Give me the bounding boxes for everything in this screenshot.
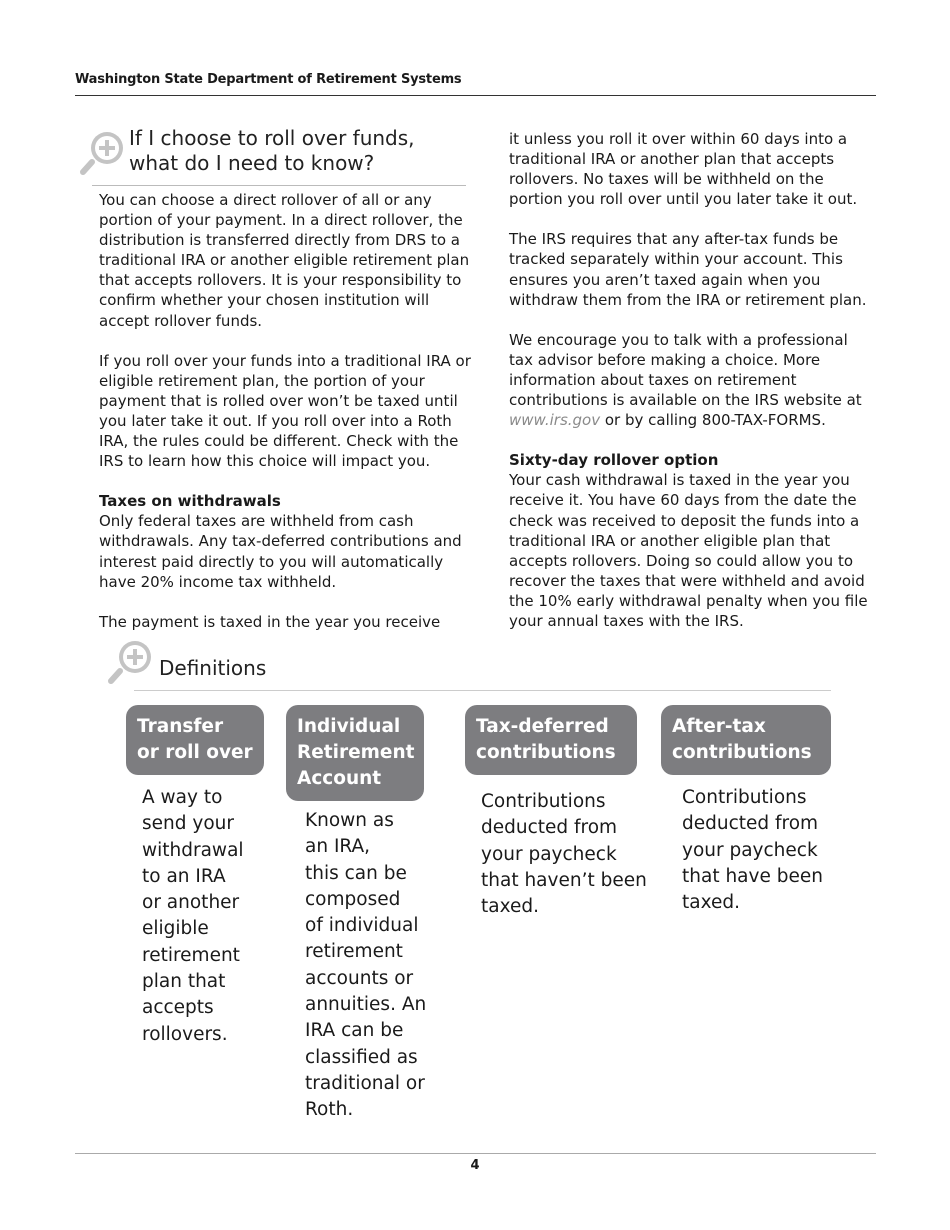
term-transfer-roll-over: Transfer or roll over: [126, 705, 264, 775]
paragraph-direct-rollover: You can choose a direct rollover of all or any portion of your payment. In a direct rollover, the distribution is transferred directly from DRS to a traditional IRA or another eligible retirement plan that accepts rollovers. It is your responsibility to confirm whether your chosen institution will accept rollover funds.: [99, 191, 470, 330]
paragraph-taxes: Only federal taxes are withheld from cash withdrawals. Any tax-deferred contributions and interest paid directly to you will automatically have 20% income tax withheld.: [99, 512, 462, 591]
footer-divider: [75, 1153, 876, 1154]
magnifier-plus-icon: [108, 637, 156, 685]
paragraph-tax-advisor: We encourage you to talk with a professional tax advisor before making a choice. More information about taxes on retirement contributions is available on the IRS website at www.irs.gov or by calling 800-TAX-FORMS.: [509, 330, 862, 430]
section-heading: If I choose to roll over funds, what do I need to know?: [129, 126, 415, 175]
left-column: [99, 190, 471, 652]
page-number: 4: [470, 1158, 480, 1173]
paragraph-rollover-60-days: it unless you roll it over within 60 days into a traditional IRA or another plan that accepts rollovers. No taxes will be withheld on the portion you roll over until you later take it out.: [509, 130, 858, 209]
sixty-day-section: [509, 450, 875, 631]
magnifier-plus-icon: [80, 128, 128, 176]
term-after-tax-contributions: After-tax contributions: [661, 705, 831, 775]
sixty-day-heading: Sixty-day rollover option: [509, 451, 719, 470]
paragraph-after-tax-funds: The IRS requires that any after-tax funds be tracked separately within your account. This ensures you aren’t taxed again when you withdraw them from the IRA or retirement plan.: [509, 230, 867, 309]
paragraph-payment-taxed: The payment is taxed in the year you receive: [99, 612, 441, 631]
paragraph-roll-over-funds: If you roll over your funds into a traditional IRA or eligible retirement plan, the portion of your payment that is rolled over won’t be taxed until you later take it out. If you roll over into a Roth IRA, the rules could be different. Check with the IRS to learn how this choice will impact you.: [99, 351, 471, 471]
irs-website-link[interactable]: www.irs.gov: [509, 411, 601, 430]
right-column: [509, 129, 875, 651]
definition-tax-deferred-contributions: Contributions deducted from your paycheck that haven’t been taxed.: [481, 791, 647, 918]
term-tax-deferred-contributions: Tax-deferred contributions: [465, 705, 637, 775]
paragraph-sixty-day: Your cash withdrawal is taxed in the year you receive it. You have 60 days from the date the check was received to deposit the funds into a traditional IRA or another eligible plan that accepts rollovers. Doing so could allow you to recover the taxes that were withheld and avoid the 10% early withdrawal penalty when you file your annual taxes with the IRS.: [509, 471, 868, 630]
definition-individual-retirement-account: Known as an IRA, this can be composed of individual retirement accounts or annuities. An IRA can be classified as traditional or Roth.: [305, 810, 427, 1121]
header-divider: [75, 95, 876, 96]
term-individual-retirement-account: Individual Retirement Account: [286, 705, 424, 801]
taxes-section: [99, 491, 471, 591]
definition-transfer-roll-over: A way to send your withdrawal to an IRA or another eligible retirement plan that accepts rollovers.: [142, 787, 244, 1045]
definition-after-tax-contributions: Contributions deducted from your paycheck that have been taxed.: [682, 787, 823, 914]
definitions-divider: [134, 690, 831, 691]
header-org: Washington State Department of Retirement Systems: [75, 72, 462, 87]
definitions-title: Definitions: [159, 656, 267, 680]
taxes-heading: Taxes on withdrawals: [99, 492, 281, 511]
section-divider: [92, 185, 466, 186]
